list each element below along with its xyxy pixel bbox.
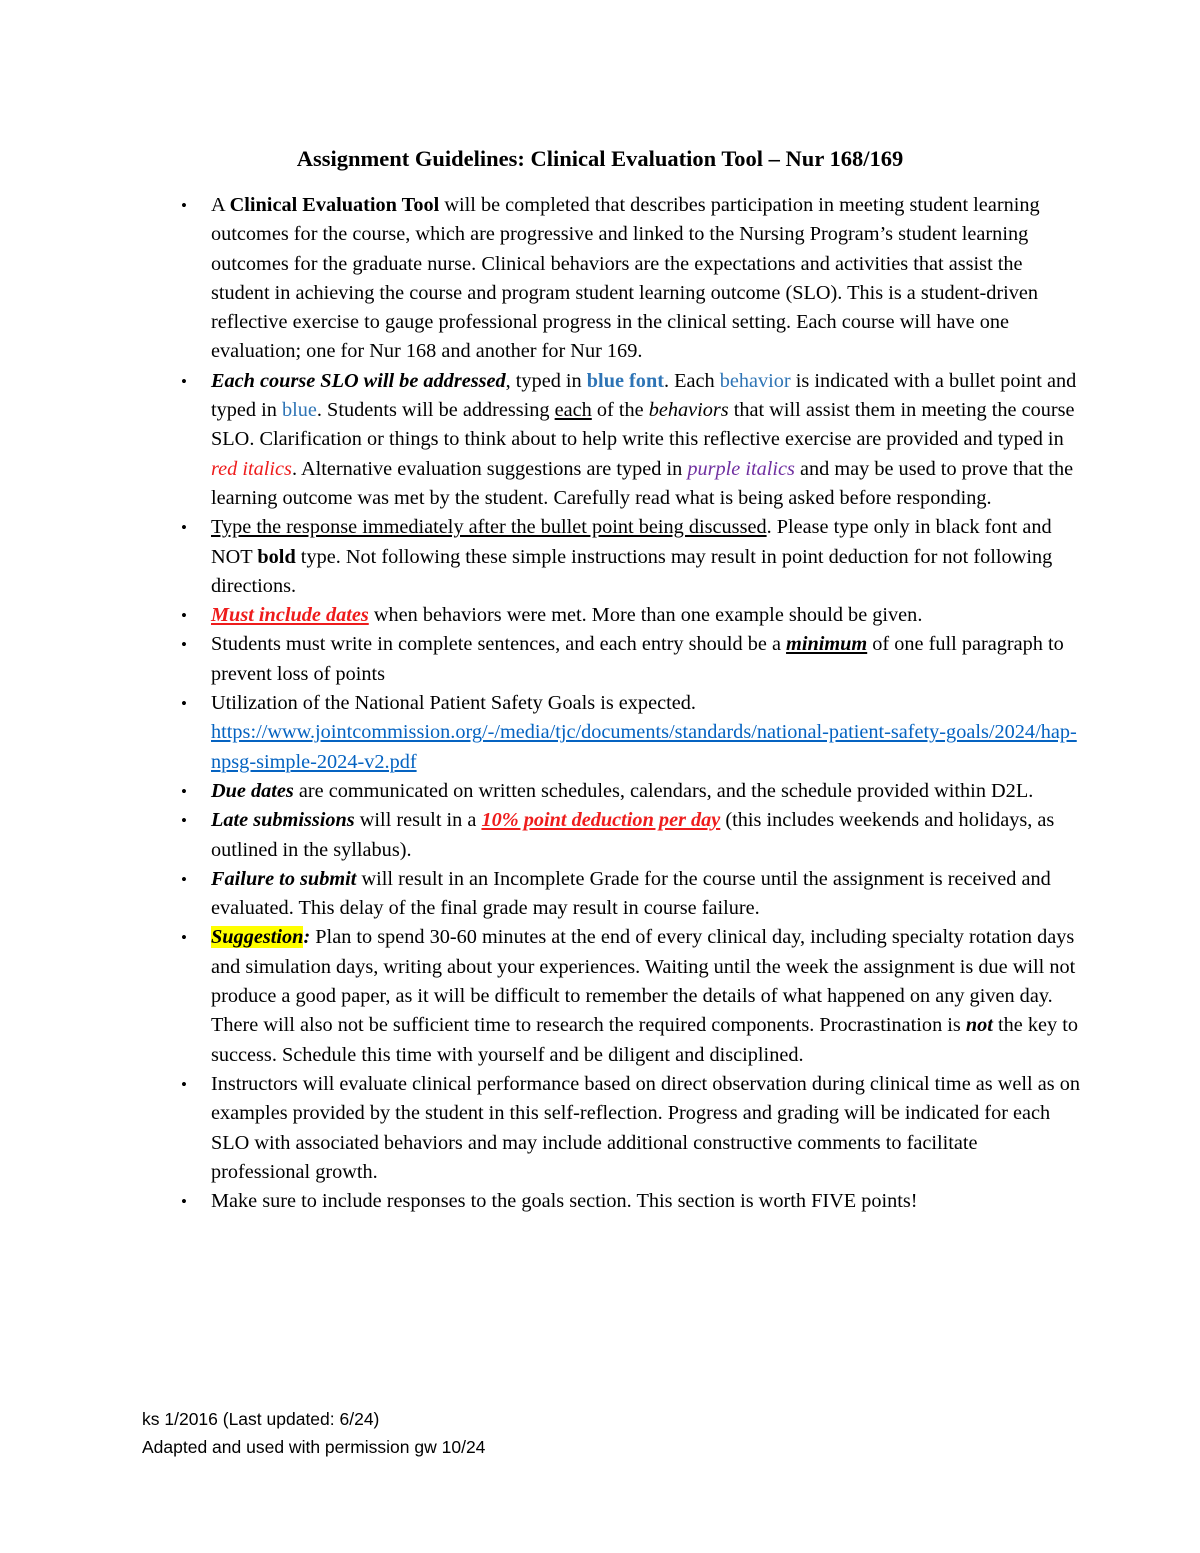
text-run: Students must write in complete sentences, and each entry should be a [211, 633, 787, 656]
list-item [181, 1187, 1081, 1216]
bold-italic-text: Due dates [211, 779, 294, 802]
list-item [181, 865, 1081, 924]
purple-italic-text: purple italics [687, 457, 795, 480]
bullet-icon: • [181, 694, 187, 714]
text-run: Plan to spend 30-60 minutes at the end of every clinical day, including specialty rotation days and simulation days, writing about your experiences. Waiting until the week the assignment is due will not produce a good paper, as it will be difficult to remember the details of what happened on any given day. There will also not be sufficient time to research the required components. Procrastination is [211, 926, 1076, 1037]
bold-italic-text: Failure to submit [211, 867, 357, 890]
bullet-icon: • [181, 1192, 187, 1212]
red-italic-text: red italics [211, 457, 292, 480]
text-run: A [211, 194, 230, 216]
italic-text: behaviors [648, 399, 729, 422]
bullet-icon: • [181, 606, 187, 626]
text-run: . Each [663, 369, 720, 392]
text-run: type. Not following these simple instructions may result in point deduction for not following directions. [211, 545, 1053, 597]
text-run: , typed in [505, 369, 587, 392]
bullet-icon: • [181, 811, 187, 831]
text-run: will result in a [354, 809, 482, 832]
text-run: will result in an Incomplete Grade for the course until the assignment is received and evaluated. This delay of the final grade may result in course failure. [211, 867, 1051, 920]
bullet-icon: • [181, 518, 187, 538]
bold-italic-text: : [303, 926, 311, 949]
bold-text: bold [257, 545, 296, 568]
text-run: of one full paragraph to prevent loss of points [211, 633, 1064, 685]
footer-line: Adapted and used with permission gw 10/24 [142, 1437, 486, 1457]
highlighted-text: Suggestion [211, 926, 304, 949]
blue-bold-text: blue font [586, 369, 664, 392]
bold-italic-text: Late submissions [211, 809, 355, 832]
blue-text: behavior [719, 369, 791, 392]
text-run: is indicated with a bullet point and typed in [211, 369, 1077, 422]
underlined-text: each [554, 399, 592, 422]
blue-text: blue [281, 399, 317, 422]
red-emphasis-text: Must include dates [211, 604, 369, 627]
text-run: . Please type only in black font and NOT [211, 516, 1052, 568]
list-item [181, 923, 1081, 1069]
text-run: . Students will be addressing [316, 399, 555, 422]
list-item [181, 367, 1081, 513]
bold-text: Clinical Evaluation Tool [229, 194, 440, 216]
text-run: Instructors will evaluate clinical performance based on direct observation during clinical time as well as on examples provided by the student in this self-reflection. Progress and grading will be indicated for each SLO with associated behaviors and may include additional constructive comments to facilitate professional growth. [211, 1072, 1080, 1183]
bullet-icon: • [181, 196, 187, 215]
npsg-link[interactable]: https://www.jointcommission.org/-/media/tjc/documents/standards/national-patient-safety-goals/2024/hap-npsg-simple-2024-v2.pdf [211, 721, 1077, 773]
red-emphasis-text: 10% point deduction per day [481, 809, 721, 832]
bullet-icon: • [181, 371, 187, 391]
footer [142, 1405, 485, 1461]
text-run: of the [591, 399, 649, 422]
footer-line: ks 1/2016 (Last updated: 6/24) [142, 1409, 380, 1429]
list-item [181, 601, 1081, 630]
text-run: will be completed that describes participation in meeting student learning outcomes for the course, which are progressive and linked to the Nursing Program’s student learning outcomes for the graduate nurse. Clinical behaviors are the expectations and activities that assist the student in achieving the course and program student learning outcome (SLO). This is a student-driven reflective exercise to gauge professional progress in the clinical setting. Each course will have one evaluation; one for Nur 168 and another for Nur 169. [211, 194, 1040, 363]
list-item [181, 1070, 1081, 1187]
emphasis-text: minimum [786, 633, 868, 656]
list-item [181, 777, 1081, 806]
bullet-icon: • [181, 869, 187, 889]
bullet-icon: • [181, 781, 187, 801]
bullet-icon: • [181, 928, 187, 948]
page-title: Assignment Guidelines: Clinical Evaluation Tool – Nur 168/169 [296, 146, 904, 171]
text-run: Utilization of the National Patient Safety Goals is expected. [211, 692, 696, 715]
text-run: and may be used to prove that the learning outcome was met by the student. Carefully read what is being asked before responding. [211, 457, 1074, 509]
text-run: (this includes weekends and holidays, as outlined in the syllabus). [211, 809, 1055, 861]
list-item [181, 191, 1081, 367]
bullet-icon: • [181, 635, 187, 655]
list-item [181, 806, 1081, 865]
text-run: when behaviors were met. More than one example should be given. [368, 604, 923, 627]
bold-italic-text: Each course SLO will be addressed [211, 369, 506, 392]
text-run: that will assist them in meeting the course SLO. Clarification or things to think about to help write this reflective exercise are provided and typed in [211, 399, 1075, 451]
guidelines-list [181, 191, 1081, 1216]
text-run: are communicated on written schedules, calendars, and the schedule provided within D2L. [293, 779, 1034, 802]
underlined-text: Type the response immediately after the bullet point being discussed [211, 516, 767, 539]
list-item [181, 689, 1081, 777]
text-run: Make sure to include responses to the goals section. This section is worth FIVE points! [211, 1190, 918, 1213]
text-run: the key to success. Schedule this time with yourself and be diligent and disciplined. [211, 1014, 1078, 1066]
list-item [181, 630, 1081, 689]
list-item [181, 513, 1081, 601]
text-run: . Alternative evaluation suggestions are typed in [291, 457, 688, 480]
bullet-icon: • [181, 1074, 187, 1094]
bold-italic-text: not [965, 1014, 993, 1037]
